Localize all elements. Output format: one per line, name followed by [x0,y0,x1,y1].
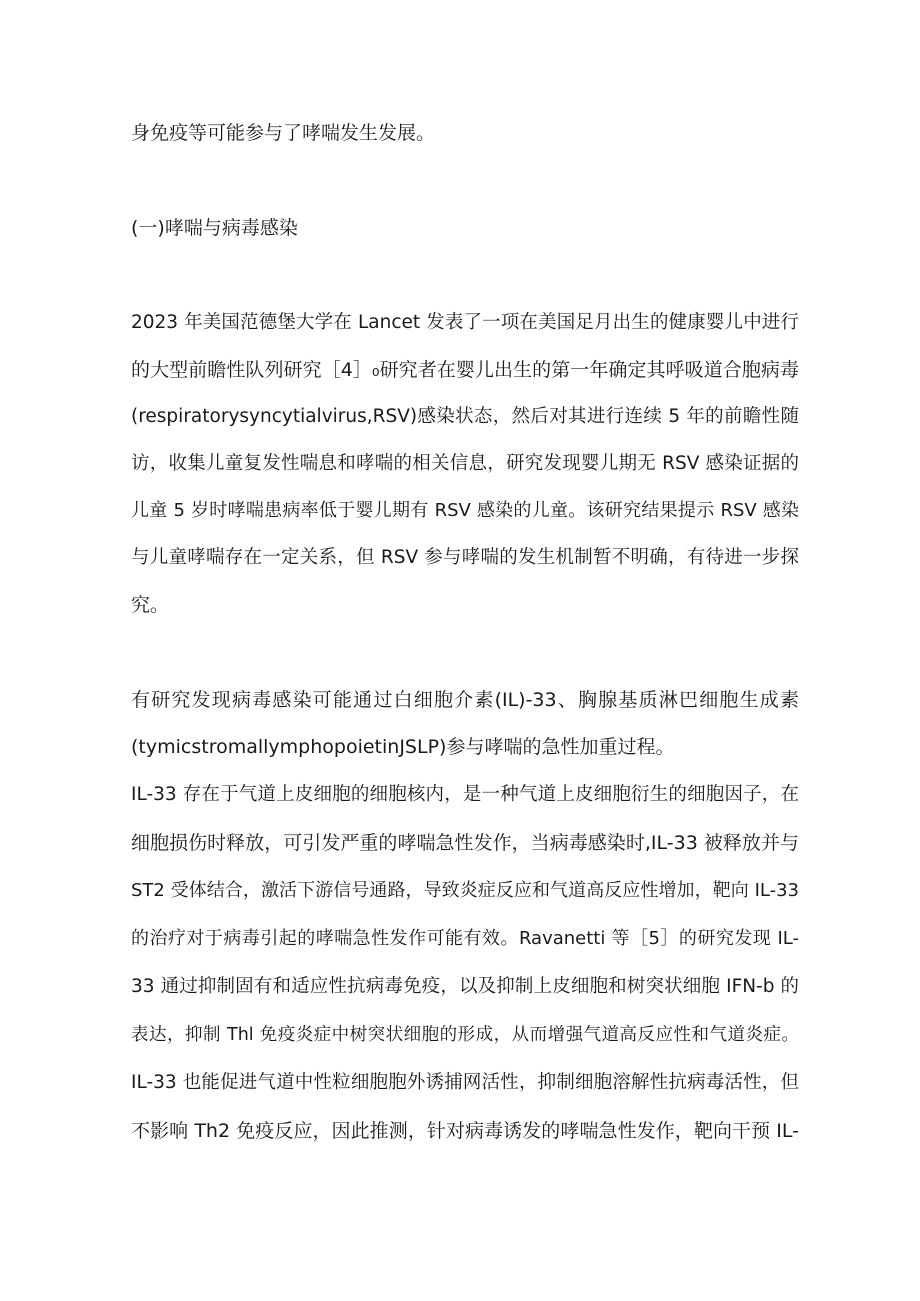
paragraph-il33-line: ST2 受体结合，激活下游信号通路，导致炎症反应和气道高反应性增加，靶向 IL-33 [131,880,799,901]
paragraph-tslp-line: 有研究发现病毒感染可能通过白细胞介素(IL)-33、胸腺基质淋巴细胞生成素 [131,689,799,711]
paragraph-il33-line: 不影响 Th2 免疫反应，因此推测，针对病毒诱发的哮喘急性发作，靶向干预 IL- [131,1120,799,1142]
paragraph-rsv-line: 的大型前瞻性队列研究［4］₀研究者在婴儿出生的第一年确定其呼吸道合胞病毒 [131,359,799,381]
paragraph-il33-line: 的治疗对于病毒引起的哮喘急性发作可能有效。Ravanetti 等［5］的研究发现 IL- [131,928,799,949]
section-heading: (一)哮喘与病毒感染 [131,217,298,239]
paragraph-rsv-line: 2023 年美国范德堡大学在 Lancet 发表了一项在美国足月出生的健康婴儿中进行 [131,312,799,333]
paragraph-il33-line: IL-33 存在于气道上皮细胞的细胞核内，是一种气道上皮细胞衍生的细胞因子，在 [131,784,799,805]
paragraph-il33-line: 细胞损伤时释放，可引发严重的哮喘急性发作，当病毒感染时,IL-33 被释放并与 [131,832,799,854]
paragraph-tslp-line: (tymicstromallymphopoietinJSLP)参与哮喘的急性加重过程。 [131,736,675,758]
paragraph-rsv-line: 究。 [131,594,170,616]
paragraph-rsv-line: (respiratorysyncytialvirus,RSV)感染状态，然后对其进行连续 5 年的前瞻性随 [131,406,799,427]
paragraph-rsv-line: 与儿童哮喘存在一定关系，但 RSV 参与哮喘的发生机制暂不明确，有待进一步探 [131,547,799,568]
paragraph-rsv-line: 儿童 5 岁时哮喘患病率低于婴儿期有 RSV 感染的儿童。该研究结果提示 RSV 感染 [131,500,799,521]
paragraph-il33-line: IL-33 也能促进气道中性粒细胞胞外诱捕网活性，抑制细胞溶解性抗病毒活性，但 [131,1072,799,1093]
paragraph-il33-line: 表达，抑制 Thl 免疫炎症中树突状细胞的形成，从而增强气道高反应性和气道炎症。 [131,1025,799,1045]
paragraph-rsv-line: 访，收集儿童复发性喘息和哮喘的相关信息，研究发现婴儿期无 RSV 感染证据的 [131,453,799,474]
intro-line: 身免疫等可能参与了哮喘发生发展。 [131,122,436,144]
paragraph-il33-line: 33 通过抑制固有和适应性抗病毒免疫，以及抑制上皮细胞和树突状细胞 IFN-b 的 [131,976,799,997]
